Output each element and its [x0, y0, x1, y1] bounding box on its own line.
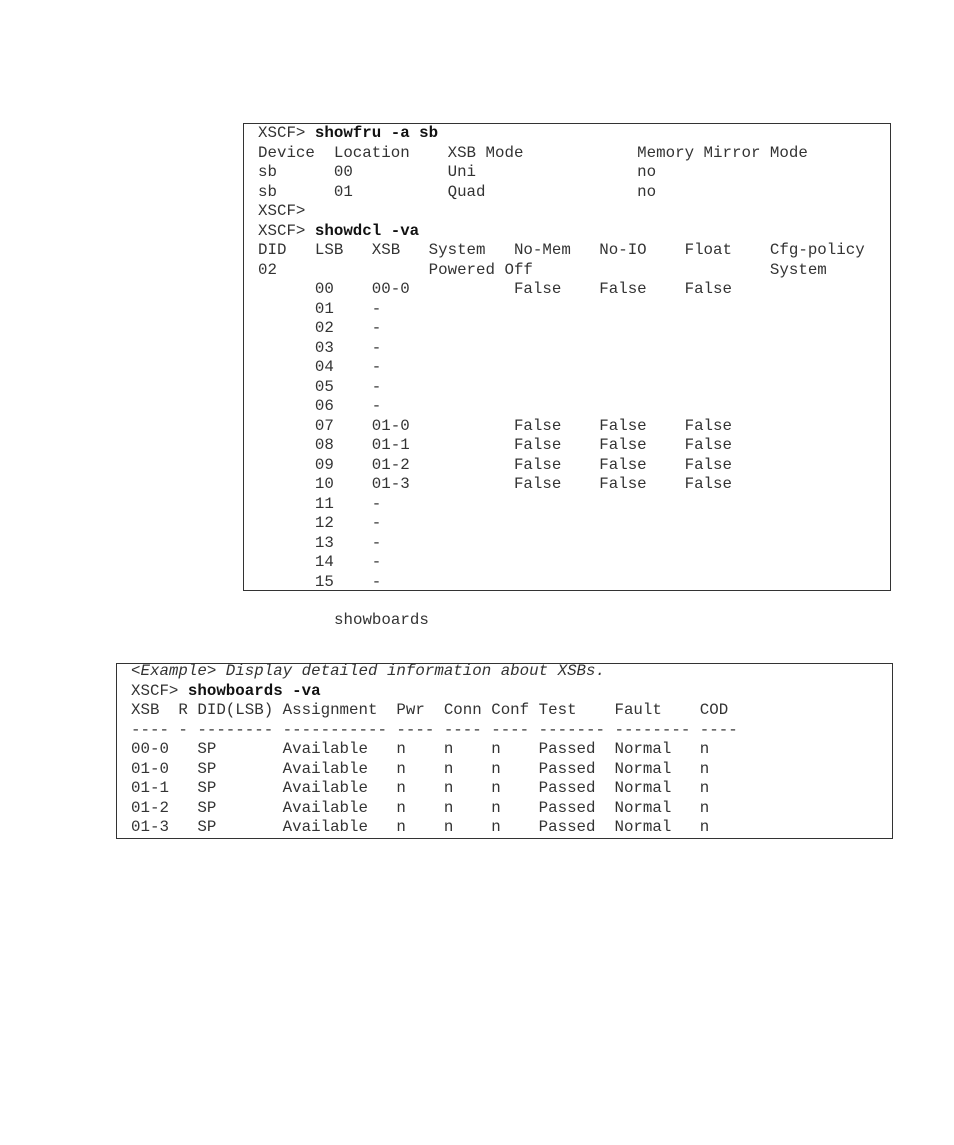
table-row: 00-0 SP Available n n n Passed Normal n [131, 740, 710, 758]
code-line: 13 - [258, 533, 382, 552]
code-line: 02 - [258, 319, 382, 337]
showfru-showdcl-code-block [243, 123, 891, 591]
code-line: DID LSB XSB System No-Mem No-IO Float Cfg-policy [258, 241, 865, 259]
table-row: 01-1 SP Available n n n Passed Normal n [131, 779, 710, 797]
showboards-code-block [116, 663, 893, 839]
table-row: 01-0 SP Available n n n Passed Normal n [131, 759, 710, 778]
table-row: 01-2 SP Available n n n Passed Normal n [131, 798, 710, 817]
code-line: 06 - [258, 397, 382, 415]
code-line: 08 01-1 False False False [258, 436, 732, 454]
section-caption: showboards [334, 611, 429, 629]
code-line: XSCF> [258, 202, 306, 220]
code-line [131, 682, 321, 702]
code-line: 12 - [258, 514, 382, 532]
command: showdcl -va [314, 221, 420, 240]
code-line: 10 01-3 False False False [258, 475, 732, 493]
table-row: 01-3 SP Available n n n Passed Normal n [131, 818, 710, 836]
code-line: 00 00-0 False False False [258, 280, 732, 298]
code-line: 02 Powered Off System [258, 260, 827, 279]
command: showfru -a sb [314, 124, 439, 142]
code-line: sb 01 Quad no [258, 182, 657, 201]
code-line: 07 01-0 False False False [258, 416, 732, 435]
prompt: XSCF> [131, 681, 188, 700]
code-line: 03 - [258, 338, 382, 357]
code-line: 11 - [258, 494, 382, 513]
code-line: Device Location XSB Mode Memory Mirror Mode [258, 143, 808, 162]
code-line [258, 124, 438, 144]
code-line: sb 00 Uni no [258, 163, 657, 181]
code-line [258, 222, 419, 242]
example-note: <Example> Display detailed information about XSBs. [131, 662, 605, 680]
prompt: XSCF> [258, 221, 315, 240]
prompt: XSCF> [258, 124, 315, 142]
command: showboards -va [187, 681, 321, 700]
table-header: XSB R DID(LSB) Assignment Pwr Conn Conf Test Fault COD [131, 701, 729, 719]
code-line: 04 - [258, 358, 382, 376]
code-line: 05 - [258, 377, 382, 396]
table-separator: ---- - -------- ----------- ---- ---- ---- ------- -------- ---- [131, 720, 738, 739]
code-line: 14 - [258, 553, 382, 571]
code-line: 15 - [258, 572, 382, 591]
code-line: 01 - [258, 299, 382, 318]
code-line: 09 01-2 False False False [258, 455, 732, 474]
